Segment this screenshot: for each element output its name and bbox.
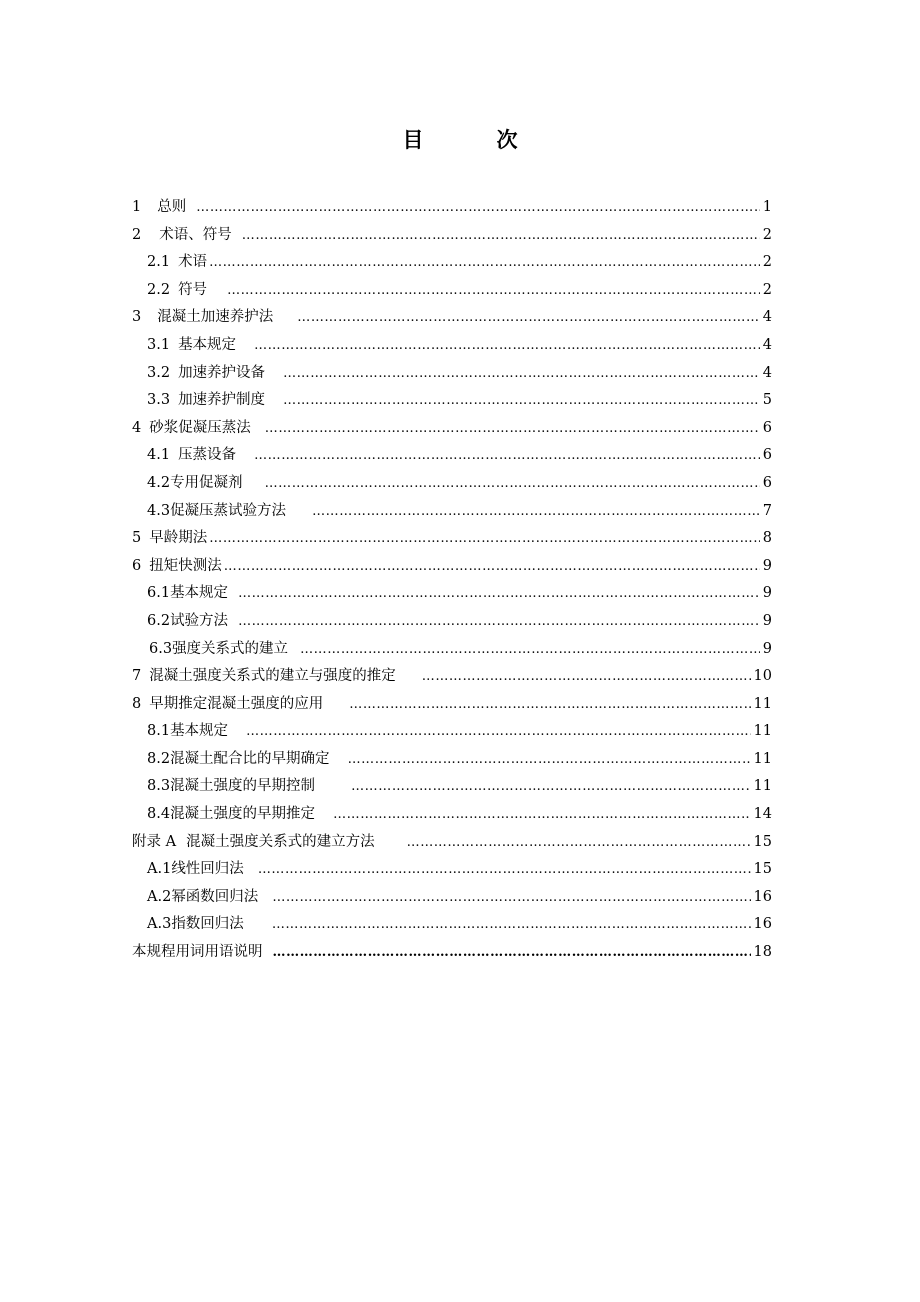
- toc-entry-page: 2: [762, 254, 772, 271]
- toc-entry-2[interactable]: [132, 222, 772, 250]
- toc-entry-page: 4: [762, 309, 772, 326]
- toc-entry-5[interactable]: [132, 525, 772, 553]
- toc-entry-label: 基本规定: [170, 723, 229, 740]
- toc-entry-6-3[interactable]: [132, 636, 772, 664]
- toc-entry-label: 混凝土加速养护法: [157, 309, 274, 326]
- toc-entry-page: 15: [753, 833, 772, 850]
- toc-dot-leader: [351, 773, 750, 801]
- toc-entry-label: 基本规定: [170, 585, 229, 602]
- toc-entry-label: 试验方法: [170, 612, 229, 629]
- toc-entry-8-4[interactable]: [132, 801, 772, 829]
- toc-entry-number: 4: [132, 419, 142, 436]
- toc-entry-label: 混凝土强度的早期推定: [170, 806, 316, 823]
- toc-entry-number: 附录 A: [132, 833, 177, 850]
- toc-entry-label: 符号: [178, 281, 208, 298]
- toc-entry-page: 9: [762, 585, 772, 602]
- toc-entry-label: 早龄期法: [149, 530, 208, 547]
- toc-dot-leader: [407, 829, 751, 857]
- toc-entry-number: 8.3: [147, 778, 171, 795]
- toc-dot-leader: [246, 718, 750, 746]
- toc-entry-a-1[interactable]: [132, 856, 772, 884]
- toc-entry-number: 4.3: [147, 502, 171, 519]
- toc-dot-leader: [297, 304, 760, 332]
- toc-entry-page: 16: [753, 888, 772, 905]
- toc-dot-leader: [227, 277, 760, 305]
- toc-dot-leader: [272, 911, 751, 939]
- toc-dot-leader: [254, 442, 760, 470]
- toc-entry-page: 11: [753, 778, 772, 795]
- toc-dot-leader: [258, 856, 751, 884]
- toc-entry-number: 8.1: [147, 723, 171, 740]
- toc-entry-page: 6: [762, 474, 772, 491]
- toc-entry-4-1[interactable]: [132, 442, 772, 470]
- toc-entry-number: 3.3: [147, 392, 171, 409]
- toc-entry-4-3[interactable]: [132, 498, 772, 526]
- toc-entry-page: 11: [753, 723, 772, 740]
- toc-entry-8[interactable]: [132, 691, 772, 719]
- toc-dot-leader: [238, 608, 760, 636]
- toc-entry-page: 15: [753, 861, 772, 878]
- toc-dot-leader: [224, 553, 760, 581]
- toc-entry-page: 9: [762, 640, 772, 657]
- toc-entry-label: 加速养护设备: [178, 364, 266, 381]
- toc-entry-label: 术语: [178, 254, 208, 271]
- toc-entry-page: 11: [753, 695, 772, 712]
- toc-entry-1[interactable]: [132, 194, 772, 222]
- toc-entry-number: 3.2: [147, 364, 171, 381]
- toc-entry-page: 8: [762, 530, 772, 547]
- toc-entry-page: 4: [762, 336, 772, 353]
- toc-entry-label: 混凝土配合比的早期确定: [170, 750, 330, 767]
- toc-entry-number: 6.2: [147, 612, 171, 629]
- toc-dot-leader: [283, 387, 760, 415]
- toc-entry-terminology-note[interactable]: [132, 939, 772, 967]
- toc-entry-label: 本规程用词用语说明: [132, 944, 263, 961]
- toc-entry-page: 7: [762, 502, 772, 519]
- toc-dot-leader: [209, 525, 760, 553]
- toc-entry-number: 5: [132, 530, 142, 547]
- toc-entry-label: 促凝压蒸试验方法: [170, 502, 287, 519]
- toc-entry-a-3[interactable]: [132, 911, 772, 939]
- toc-dot-leader: [348, 746, 751, 774]
- toc-dot-leader: [283, 360, 760, 388]
- toc-entry-number: 8.4: [147, 806, 171, 823]
- toc-entry-label: 幂函数回归法: [171, 888, 259, 905]
- toc-entry-4-2[interactable]: [132, 470, 772, 498]
- toc-entry-8-3[interactable]: [132, 773, 772, 801]
- toc-entry-label: 指数回归法: [171, 916, 244, 933]
- toc-entry-7[interactable]: [132, 663, 772, 691]
- toc-entry-page: 2: [762, 281, 772, 298]
- toc-entry-a-2[interactable]: [132, 884, 772, 912]
- toc-entry-page: 9: [762, 612, 772, 629]
- toc-entry-page: 14: [753, 806, 772, 823]
- toc-dot-leader: [300, 636, 760, 664]
- toc-entry-label: 线性回归法: [171, 861, 244, 878]
- toc-entry-number: 8.2: [147, 750, 171, 767]
- toc-entry-number: A.3: [147, 916, 172, 933]
- toc-entry-page: 18: [753, 944, 772, 961]
- toc-entry-label: 混凝土强度关系式的建立方法: [186, 833, 375, 850]
- toc-entry-number: 6: [132, 557, 142, 574]
- toc-entry-3[interactable]: [132, 304, 772, 332]
- toc-entry-6-1[interactable]: [132, 580, 772, 608]
- toc-entry-number: 2.1: [147, 254, 171, 271]
- toc-entry-page: 2: [762, 226, 772, 243]
- toc-entry-number: 6.3: [149, 640, 173, 657]
- toc-entry-number: A.2: [147, 888, 172, 905]
- toc-entry-page: 1: [762, 199, 772, 215]
- toc-entry-2-1[interactable]: [132, 249, 772, 277]
- toc-entry-8-1[interactable]: [132, 718, 772, 746]
- table-of-contents: [132, 194, 772, 967]
- toc-entry-page: 16: [753, 916, 772, 933]
- toc-entry-label: 压蒸设备: [178, 447, 237, 464]
- toc-entry-label: 专用促凝剂: [170, 474, 243, 491]
- toc-dot-leader: [254, 332, 760, 360]
- toc-entry-6-2[interactable]: [132, 608, 772, 636]
- toc-entry-label: 混凝土强度关系式的建立与强度的推定: [149, 668, 396, 685]
- toc-entry-page: 6: [762, 447, 772, 464]
- toc-entry-6[interactable]: [132, 553, 772, 581]
- toc-dot-leader: [273, 939, 751, 967]
- toc-dot-leader: [265, 415, 760, 443]
- toc-entry-4[interactable]: [132, 415, 772, 443]
- toc-entry-number: 4.1: [147, 447, 171, 464]
- toc-entry-page: 9: [762, 557, 772, 574]
- toc-entry-page: 11: [753, 750, 772, 767]
- toc-entry-3-2[interactable]: [132, 360, 772, 388]
- toc-entry-label: 扭矩快测法: [149, 557, 222, 574]
- toc-dot-leader: [272, 884, 750, 912]
- toc-entry-3-3[interactable]: [132, 387, 772, 415]
- toc-entry-3-1[interactable]: [132, 332, 772, 360]
- toc-entry-2-2[interactable]: [132, 277, 772, 305]
- toc-dot-leader: [312, 498, 760, 526]
- toc-entry-number: 3.1: [147, 336, 171, 353]
- toc-dot-leader: [422, 663, 751, 691]
- toc-dot-leader: [349, 691, 750, 719]
- toc-entry-number: 4.2: [147, 474, 171, 491]
- toc-dot-leader: [209, 249, 760, 277]
- toc-entry-label: 术语、符号: [159, 226, 232, 243]
- toc-entry-number: A.1: [147, 861, 172, 878]
- toc-entry-8-2[interactable]: [132, 746, 772, 774]
- toc-dot-leader: [196, 194, 760, 222]
- toc-entry-number: 1: [132, 199, 142, 215]
- toc-dot-leader: [242, 222, 760, 250]
- toc-entry-label: 总则: [157, 199, 187, 215]
- toc-entry-label: 混凝土强度的早期控制: [170, 778, 316, 795]
- toc-entry-number: 6.1: [147, 585, 171, 602]
- toc-entry-label: 强度关系式的建立: [172, 640, 289, 657]
- toc-entry-page: 6: [762, 419, 772, 436]
- toc-entry-appendix-a[interactable]: [132, 829, 772, 857]
- toc-dot-leader: [333, 801, 750, 829]
- toc-entry-label: 基本规定: [178, 336, 237, 353]
- toc-entry-page: 4: [762, 364, 772, 381]
- toc-entry-label: 早期推定混凝土强度的应用: [149, 695, 324, 712]
- toc-dot-leader: [265, 470, 760, 498]
- toc-entry-label: 砂浆促凝压蒸法: [149, 419, 251, 436]
- toc-dot-leader: [238, 580, 760, 608]
- toc-entry-page: 5: [762, 392, 772, 409]
- page-title: 目 次: [402, 127, 544, 152]
- toc-entry-number: 8: [132, 695, 142, 712]
- toc-entry-page: 10: [753, 668, 772, 685]
- toc-entry-label: 加速养护制度: [178, 392, 266, 409]
- toc-entry-number: 2: [132, 226, 142, 243]
- toc-entry-number: 7: [132, 668, 142, 685]
- toc-entry-number: 3: [132, 309, 142, 326]
- toc-entry-number: 2.2: [147, 281, 171, 298]
